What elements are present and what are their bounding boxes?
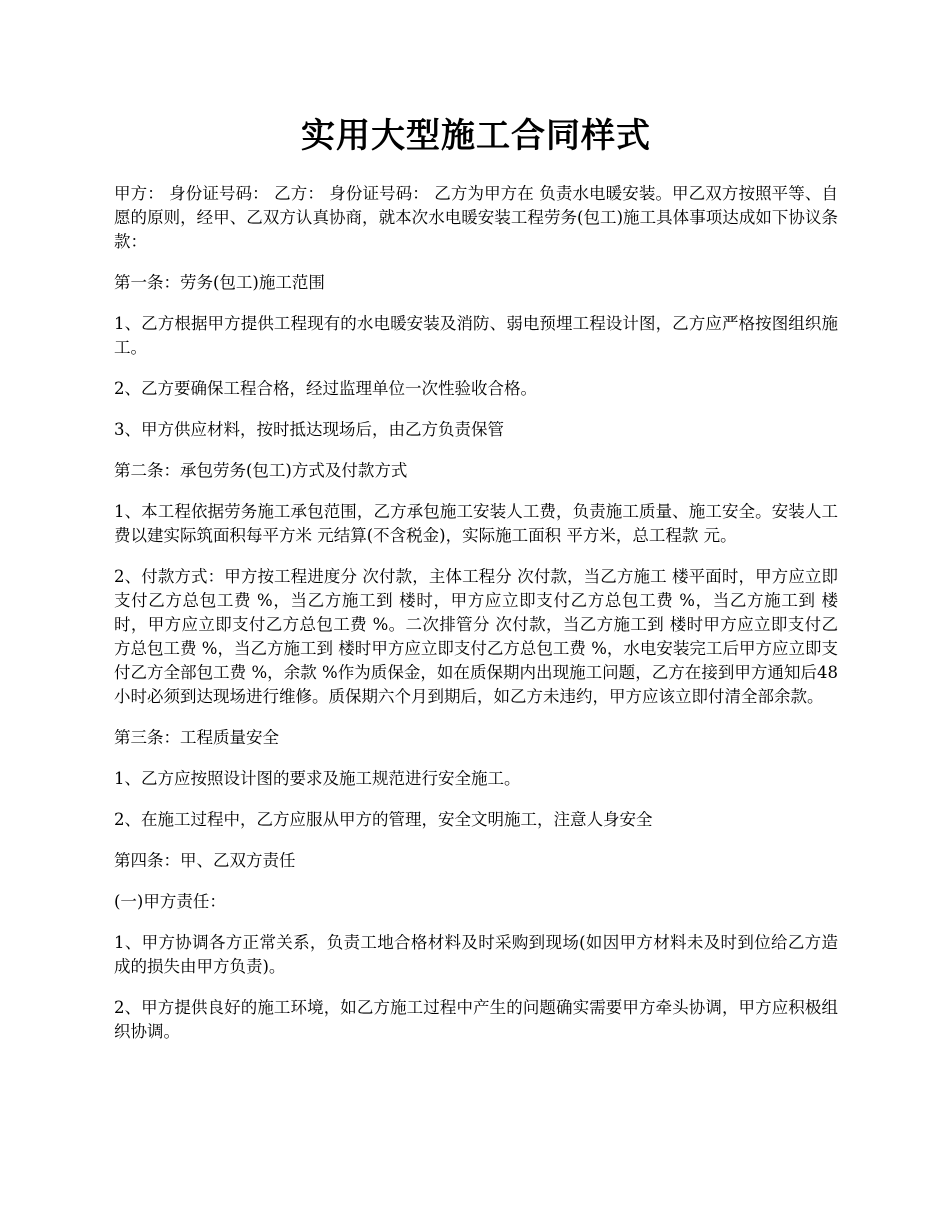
article-1-heading: 第一条：劳务(包工)施工范围 [114, 273, 325, 292]
intro-paragraph: 甲方： 身份证号码： 乙方： 身份证号码： 乙方为甲方在 负责水电暖安装。甲乙双方按照平等、自愿的原则，经甲、乙双方认真协商，就本次水电暖安装工程劳务(包工)施工具体事项达成如下协议条款： [114, 184, 838, 251]
article-1-item-3: 3、甲方供应材料，按时抵达现场后，由乙方负责保管 [114, 420, 504, 439]
article-3-heading: 第三条：工程质量安全 [114, 728, 279, 747]
article-1-item-2: 2、乙方要确保工程合格，经过监理单位一次性验收合格。 [114, 379, 537, 398]
article-3-item-2: 2、在施工过程中，乙方应服从甲方的管理，安全文明施工，注意人身安全 [114, 810, 653, 829]
article-2-heading: 第二条：承包劳务(包工)方式及付款方式 [114, 461, 408, 480]
party-a-item-1: 1、甲方协调各方正常关系，负责工地合格材料及时采购到现场(如因甲方材料未及时到位给乙方造成的损失由甲方负责)。 [114, 933, 838, 976]
document-title: 实用大型施工合同样式 [301, 116, 651, 156]
article-1-item-1: 1、乙方根据甲方提供工程现有的水电暖安装及消防、弱电预埋工程设计图，乙方应严格按图组织施工。 [114, 314, 838, 357]
article-2-item-1: 1、本工程依据劳务施工承包范围，乙方承包施工安装人工费，负责施工质量、施工安全。安装人工费以建实际筑面积每平方米 元结算(不含税金)，实际施工面积 平方米，总工程款 元。 [114, 502, 838, 545]
party-a-responsibility-heading: (一)甲方责任： [114, 892, 226, 911]
party-a-item-2: 2、甲方提供良好的施工环境，如乙方施工过程中产生的问题确实需要甲方牵头协调，甲方应积极组织协调。 [114, 998, 838, 1041]
article-3-item-1: 1、乙方应按照设计图的要求及施工规范进行安全施工。 [114, 769, 521, 788]
article-4-heading: 第四条：甲、乙双方责任 [114, 851, 296, 870]
article-2-item-2: 2、付款方式：甲方按工程进度分 次付款，主体工程分 次付款，当乙方施工 楼平面时，甲方应立即支付乙方总包工费 %，当乙方施工到 楼时，甲方应立即支付乙方总包工费 %，当乙方施工到 楼时，甲方应立即支付乙方总包工费 %。二次排管分 次付款，当乙方施工到 楼时甲方应立即支付乙方总包工费 %，当乙方施工到 楼时甲方应立即支付乙方总包工费 %，水电安装完工后甲方应立即支付乙方全部包工费 %，余款 %作为质保金，如在质保期内出现施工问题，乙方在接到甲方通知后48小时必须到达现场进行维修。质保期六个月到期后，如乙方未违约，甲方应该立即付清全部余款。 [114, 567, 838, 706]
